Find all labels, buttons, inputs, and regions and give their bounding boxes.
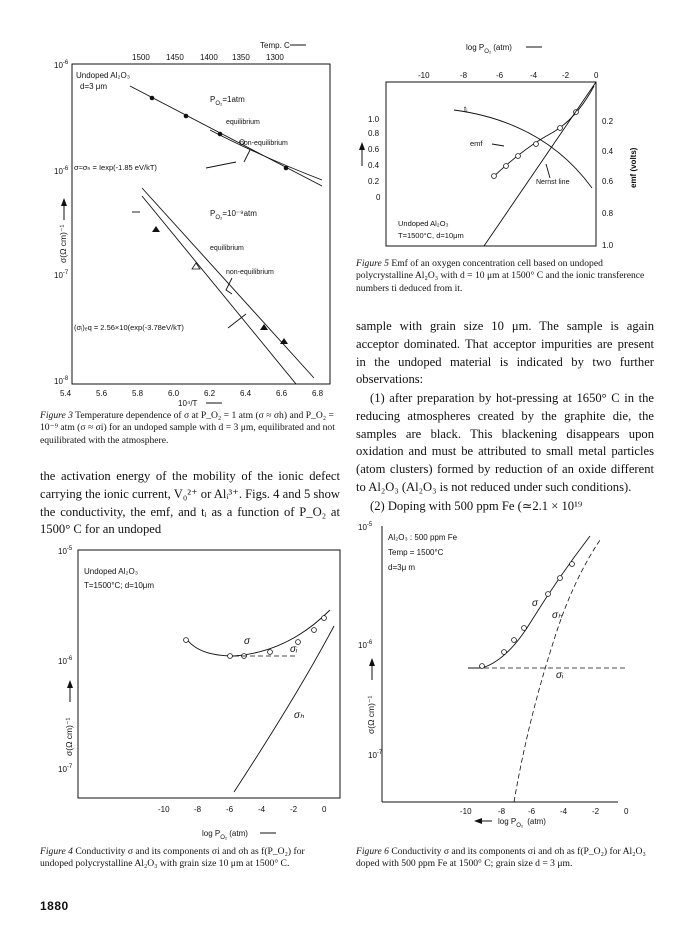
- fig4-x-tick: -2: [290, 805, 298, 814]
- fig4-sample-label: Undoped Al₂O₃: [84, 567, 138, 576]
- fig3-po2-lower: $P_{O_2}=10^{-9}atm$: [210, 209, 257, 221]
- fig5-emf-point: [504, 164, 509, 169]
- fig6-x-tick: 0: [624, 807, 629, 816]
- fig5-x-tick: -4: [530, 71, 538, 80]
- figure-3: [54, 38, 350, 408]
- fig6-y-tick-1: $10^{-5}$: [358, 522, 373, 532]
- fig3-upper-point: [184, 114, 189, 119]
- figure-4-caption-text: Conductivity σ and its components σi and σh as f(P_O₂) for undoped polycrystalline Al₂O₃ with grain size 10 μm at 1500° C.: [40, 846, 305, 870]
- fig3-sample-label: Undoped Al₂O₃: [76, 71, 130, 80]
- fig3-x-tick: 5.4: [60, 389, 72, 398]
- fig4-sigma-point: [184, 638, 189, 643]
- fig4-x-axis-label: $\log P_{O_2}$ (atm): [202, 829, 248, 841]
- fig3-x-tick: 5.8: [132, 389, 144, 398]
- fig5-pointer: [546, 164, 550, 178]
- fig6-y-axis-label: σ(Ω cm)⁻¹: [366, 695, 376, 734]
- fig5-ti-curve: [454, 110, 592, 188]
- figure-6-caption-text: Conductivity σ and its components σi and σh as f(P_O₂) for Al₂O₃ doped with 500 ppm Fe at 1500° C; grain size d = 3 μm.: [356, 846, 646, 870]
- fig3-lower-triangle: [260, 324, 268, 330]
- fig5-condition-label: T=1500°C, d=10μm: [398, 231, 464, 240]
- fig5-nernst-line: [484, 82, 596, 246]
- fig6-sigma-point: [546, 592, 551, 597]
- fig4-sigma-curve: [186, 610, 330, 656]
- figure-5-caption-text: Emf of an oxygen concentration cell based on undoped polycrystalline Al₂O₃ with d = 10 μm at 1500° C and the ionic transference numbers ti deduced from it.: [356, 258, 645, 294]
- figure-4: [58, 544, 348, 844]
- fig4-sigma-h-label: σₕ: [294, 710, 305, 721]
- fig5-left-tick: 0.6: [368, 145, 380, 154]
- fig3-x-tick: 6.8: [312, 389, 324, 398]
- fig6-sigma-point: [502, 650, 507, 655]
- figure-3-plot: [54, 38, 350, 408]
- fig5-left-tick: 0.8: [368, 129, 380, 138]
- fig4-x-tick: -6: [226, 805, 234, 814]
- fig6-sigma-point: [512, 638, 517, 643]
- fig5-left-tick: 0.2: [368, 177, 380, 186]
- fig6-x-tick: -10: [460, 807, 472, 816]
- fig6-sigma-point: [522, 626, 527, 631]
- fig5-left-tick: 0: [376, 193, 381, 202]
- fig5-emf-point: [534, 142, 539, 147]
- fig5-x-tick: -2: [562, 71, 570, 80]
- fig6-x-tick: -8: [498, 807, 506, 816]
- fig5-right-tick: 0.2: [602, 117, 614, 126]
- fig3-upper-point: [150, 96, 155, 101]
- fig4-x-tick: 0: [322, 805, 327, 814]
- fig3-y-tick-min: $10^{-8}$: [54, 376, 69, 386]
- fig3-y-arrowhead: [61, 198, 67, 206]
- fig6-sigma-point: [558, 576, 563, 581]
- fig6-y-tick-2: $10^{-6}$: [358, 640, 373, 650]
- fig3-pointer: [206, 162, 236, 168]
- fig3-x-tick: 6.0: [168, 389, 180, 398]
- fig5-right-tick: 0.4: [602, 147, 614, 156]
- fig6-sigma-label: σ: [532, 598, 539, 609]
- figure-5-caption-label: Figure 5: [356, 258, 389, 269]
- fig5-top-axis-title: $\log P_{O_2}$ (atm): [466, 43, 512, 55]
- fig3-pointer: [244, 150, 250, 162]
- fig5-emf-point: [492, 174, 497, 179]
- fig3-top-tick-1350: 1350: [232, 53, 250, 62]
- fig5-x-tick: -6: [496, 71, 504, 80]
- figure-3-caption: [40, 410, 340, 447]
- fig4-y-tick-1: $10^{-5}$: [58, 546, 73, 556]
- fig6-sigma-h-label: σₕ: [552, 610, 563, 621]
- figure-4-caption: [40, 846, 340, 871]
- fig6-grain-size-label: d=3μ m: [388, 563, 416, 572]
- fig3-pointer: [228, 314, 246, 328]
- fig4-x-tick: -4: [258, 805, 266, 814]
- fig6-temperature-label: Temp = 1500°C: [388, 548, 444, 557]
- fig3-sigma-i-formula: (σᵢ)ₑq = 2.56×10(exp(-3.78eV/kT): [74, 323, 184, 332]
- fig4-sigma-point: [322, 616, 327, 621]
- fig3-y-tick-top: $10^{-6}$: [54, 60, 69, 70]
- fig3-nonequilibrium-upper-label: non-equilibrium: [240, 140, 288, 147]
- fig3-equilibrium-lower-label: equilibrium: [210, 245, 244, 252]
- fig3-sigma-h-formula: σ≈σₕ = Iexp(-1.85 eV/kT): [74, 163, 157, 172]
- fig3-nonequilibrium-lower-label: non-equilibrium: [226, 269, 274, 276]
- fig6-sigma-point: [570, 562, 575, 567]
- fig5-pointer: [492, 144, 504, 146]
- fig4-y-tick-2: $10^{-6}$: [58, 656, 73, 666]
- fig5-emf-label: emf: [470, 139, 483, 148]
- figure-5-caption: [356, 258, 654, 295]
- fig4-y-tick-3: $10^{-7}$: [58, 764, 73, 774]
- fig6-sample-label: Al₂O₃ : 500 ppm Fe: [388, 533, 458, 542]
- fig3-frame: [72, 64, 330, 384]
- left-column-paragraph: the activation energy of the mobility of the ionic defect carrying the ionic current, V₀²⁺ or Alᵢ³⁺. Figs. 4 and 5 show the conductivity, the emf, and tᵢ as a function of P_O₂ at 1500° C for an undoped: [40, 469, 340, 537]
- fig6-y-arrowhead: [369, 658, 375, 666]
- fig4-x-tick: -10: [158, 805, 170, 814]
- fig5-left-arrowhead: [359, 142, 365, 150]
- fig4-y-axis-label: σ(Ω cm)⁻¹: [64, 717, 74, 756]
- fig6-x-tick: -2: [592, 807, 600, 816]
- fig5-right-tick: 0.8: [602, 209, 614, 218]
- fig3-x-axis-label: 10⁴/T: [178, 399, 198, 408]
- fig5-x-tick: -10: [418, 71, 430, 80]
- figure-6-caption-label: Figure 6: [356, 846, 389, 857]
- fig6-sigma-i-label: σᵢ: [556, 670, 564, 681]
- fig3-x-tick: 6.4: [240, 389, 252, 398]
- fig3-y-tick-bot: $10^{-7}$: [54, 270, 69, 280]
- right-column-paragraph-3: (2) Doping with 500 ppm Fe (≃2.1 × 10¹⁹: [370, 499, 583, 513]
- fig5-sample-label: Undoped Al₂O₃: [398, 219, 449, 228]
- fig6-x-axis-label: $\log P_{O_2}$ (atm): [498, 817, 546, 829]
- fig6-x-tick: -6: [528, 807, 536, 816]
- fig3-equilibrium-upper-label: equilibrium: [226, 119, 260, 126]
- figure-3-caption-label: Figure 3: [40, 410, 73, 421]
- fig5-right-axis-label: emf (volts): [629, 147, 638, 188]
- figure-4-caption-label: Figure 4: [40, 846, 73, 857]
- fig4-sigma-i-label: σᵢ: [290, 644, 298, 655]
- fig4-sigma-point: [268, 650, 273, 655]
- fig6-sigma-curve: [468, 536, 590, 668]
- fig4-sigma-point: [312, 628, 317, 633]
- fig6-y-tick-3: $10^{-7}$: [368, 750, 383, 760]
- fig5-ti-label: tᵢ: [464, 105, 468, 114]
- fig3-po2-upper: $P_{O_2}=1atm$: [210, 95, 245, 107]
- fig5-right-tick: 1.0: [602, 241, 614, 250]
- fig3-x-tick: 5.6: [96, 389, 108, 398]
- fig3-upper-point: [284, 166, 289, 171]
- fig4-x-tick: -8: [194, 805, 202, 814]
- fig6-x-arrowhead: [474, 818, 482, 824]
- fig4-sigma-point: [228, 654, 233, 659]
- fig3-lower-triangle: [280, 338, 288, 344]
- fig3-grain-size-label: d=3 μm: [80, 82, 108, 91]
- fig5-x-tick: 0: [594, 71, 599, 80]
- fig5-nernst-label: Nernst line: [536, 179, 570, 186]
- figure-6-plot: [358, 520, 658, 844]
- figure-6: [358, 520, 658, 844]
- fig3-top-tick-1300: 1300: [266, 53, 284, 62]
- figure-3-caption-text: Temperature dependence of σ at P_O₂ = 1 atm (σ ≈ σh) and P_O₂ = 10⁻⁹ atm (σ ≈ σi) for an undoped sample with d = 3 μm, equilibrated and not equilibrated with the atmosphere.: [40, 410, 335, 446]
- right-column-paragraph-1: sample with grain size 10 μm. The sample is again acceptor dominated. That acceptor impurities are present in the undoped material is indicated by two further observations:: [356, 319, 654, 387]
- fig3-lower-triangle: [152, 226, 160, 232]
- figure-5-plot: [354, 38, 654, 250]
- fig3-x-tick: 6.6: [276, 389, 288, 398]
- fig4-sigma-label: σ: [244, 636, 251, 647]
- fig5-emf-point: [516, 154, 521, 159]
- fig3-top-axis-title: Temp. C: [260, 41, 290, 50]
- right-column-paragraph-2: (1) after preparation by hot-pressing at 1650° C in the reducing atmospheres created by the graphite die, the samples are black. This blackening disappears upon oxidation and must be attributed to small metal particles (atom clusters) formed by reduction of an oxide different to Al₂O₃ (Al₂O₃ is not reduced under such conditions).: [356, 391, 654, 494]
- fig3-upper-nonequilibrium-line: [210, 130, 322, 180]
- figure-6-caption: [356, 846, 654, 871]
- fig3-y-tick-mid: $10^{-6}$: [54, 166, 69, 176]
- fig3-upper-point: [218, 132, 223, 137]
- fig5-right-tick: 0.6: [602, 177, 614, 186]
- fig4-sigma-h-curve: [234, 626, 334, 792]
- fig4-y-arrowhead: [67, 680, 73, 688]
- fig3-top-tick-1400: 1400: [200, 53, 218, 62]
- fig3-top-tick-1450: 1450: [166, 53, 184, 62]
- fig4-condition-label: T=1500°C; d=10μm: [84, 581, 155, 590]
- fig6-x-tick: -4: [560, 807, 568, 816]
- fig5-left-tick: 0.4: [368, 161, 380, 170]
- fig3-lower-equilibrium-line: [142, 196, 296, 384]
- fig3-top-tick-1500: 1500: [132, 53, 150, 62]
- fig5-x-tick: -8: [460, 71, 468, 80]
- fig3-y-axis-label: σ(Ω cm)⁻¹: [58, 224, 68, 263]
- figure-4-plot: [58, 544, 348, 844]
- figure-5: [354, 38, 654, 250]
- fig3-x-tick: 6.2: [204, 389, 216, 398]
- fig5-left-tick: 1.0: [368, 115, 380, 124]
- fig5-emf-point: [558, 126, 563, 131]
- page-number: 1880: [40, 899, 69, 913]
